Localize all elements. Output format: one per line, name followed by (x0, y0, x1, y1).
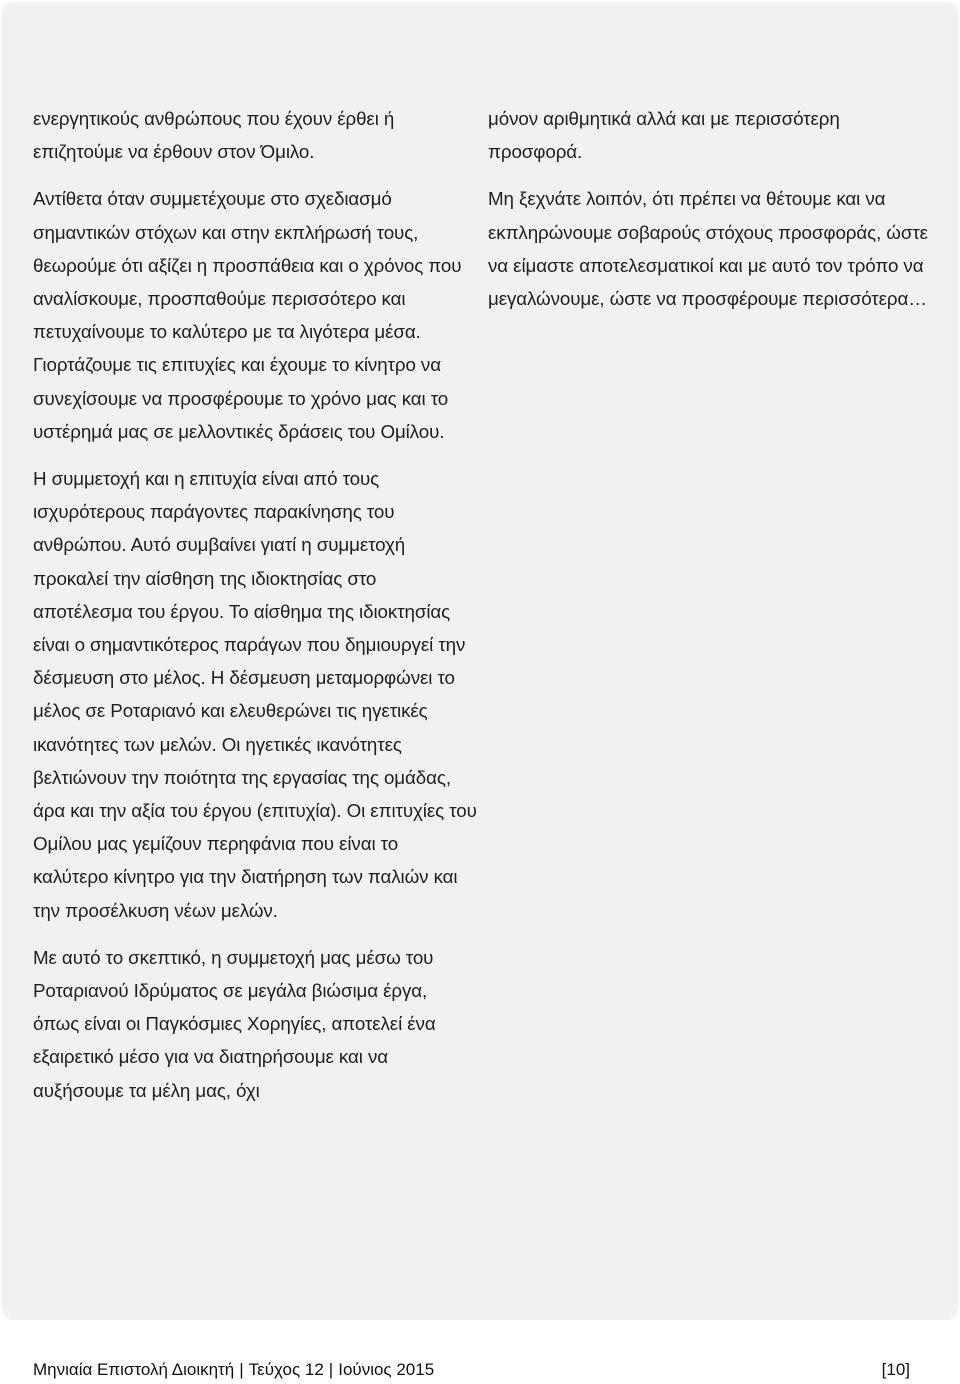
footer-issue: Τεύχος 12 (248, 1360, 324, 1379)
left-paragraph-4: Με αυτό το σκεπτικό, η συμμετοχή μας μέσω του Ροταριανού Ιδρύματος σε μεγάλα βιώσιμα έργα, όπως είναι οι Παγκόσμιες Χορηγίες, αποτελεί ένα εξαιρετικό μέσο για να διατηρήσουμε και να αυξήσουμε τα μέλη μας, όχι (33, 946, 436, 1101)
footer-publication: Μηνιαία Επιστολή Διοικητή (33, 1360, 235, 1379)
right-paragraph-1: μόνον αριθμητικά αλλά και με περισσότερη προσφορά. (488, 108, 840, 163)
left-paragraph-2: Αντίθετα όταν συμμετέχουμε στο σχεδιασμό σημαντικών στόχων και στην εκπλήρωσή τους, θεωρούμε ότι αξίζει η προσπάθεια και ο χρόνος που αναλίσκουμε, προσπαθούμε περισσότερο και πετυχαίνουμε το καλύτερο με τα λιγότερα μέσα. Γιορτάζουμε τις επιτυχίες και έχουμε το κίνητρο να συνεχίσουμε να προσφέρουμε το χρόνο μας και το υστέρημά μας σε μελλοντικές δράσεις του Ομίλου. (33, 188, 462, 442)
right-column (488, 102, 933, 329)
left-paragraph-3: Η συμμετοχή και η επιτυχία είναι από τους ισχυρότερους παράγοντες παρακίνησης του ανθρώπου. Αυτό συμβαίνει γιατί η συμμετοχή προκαλεί την αίσθηση της ιδιοκτησίας στο αποτέλεσμα του έργου. Το αίσθημα της ιδιοκτησίας είναι ο σημαντικότερος παράγων που δημιουργεί την δέσμευση στο μέλος. Η δέσμευση μεταμορφώνει το μέλος σε Ροταριανό και ελευθερώνει τις ηγετικές ικανότητες των μελών. Οι ηγετικές ικανότητες βελτιώνουν την ποιότητα της εργασίας της ομάδας, άρα και την αξία του έργου (επιτυχία). Οι επιτυχίες του Ομίλου μας γεμίζουν περηφάνια που είναι το καλύτερο κίνητρο για την διατήρηση των παλιών και την προσέλκυση νέων μελών. (33, 468, 477, 921)
right-paragraph-2: Μη ξεχνάτε λοιπόν, ότι πρέπει να θέτουμε και να εκπληρώνουμε σοβαρούς στόχους προσφοράς, ώστε να είμαστε αποτελεσματικοί και με αυτό τον τρόπο να μεγαλώνουμε, ώστε να προσφέρουμε περισσότερα… (488, 188, 928, 310)
footer-separator-1: | (239, 1360, 244, 1379)
left-column (33, 102, 478, 1121)
footer-separator-2: | (328, 1360, 334, 1379)
footer-date: Ιούνιος 2015 (338, 1360, 435, 1379)
footer-issue-info (33, 1358, 434, 1382)
page-number: [10] (881, 1360, 910, 1379)
page-footer (33, 1358, 910, 1382)
left-paragraph-1: ενεργητικούς ανθρώπους που έχουν έρθει ή επιζητούμε να έρθουν στον Όμιλο. (33, 108, 395, 163)
